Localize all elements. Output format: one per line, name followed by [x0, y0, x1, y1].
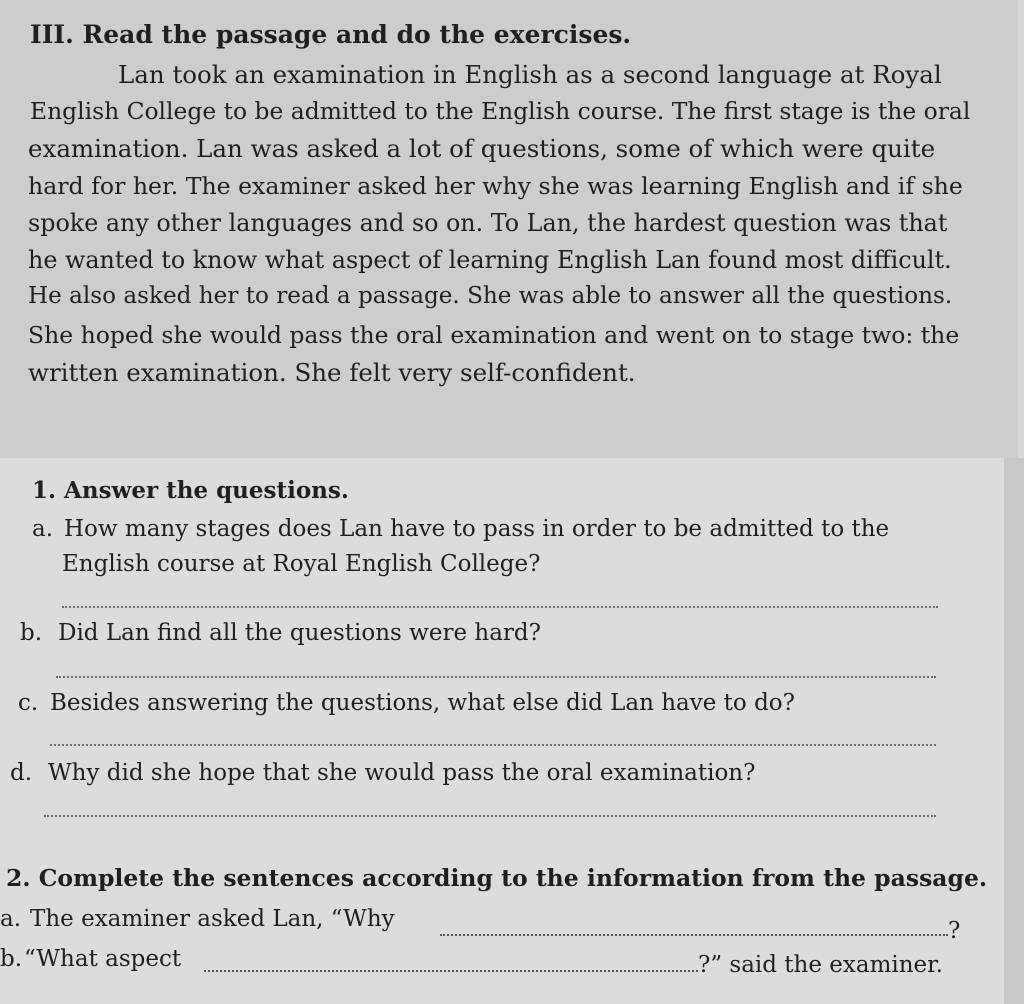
passage-line: She hoped she would pass the oral examination and went on to stage two: the [28, 321, 960, 349]
blank-a[interactable] [440, 934, 948, 936]
answer-line-d[interactable] [44, 815, 936, 817]
question-d-label: d. [10, 760, 33, 786]
question-d-text: Why did she hope that she would pass the oral examination? [48, 760, 756, 786]
passage-line: English College to be admitted to the English course. The first stage is the oral [30, 97, 971, 125]
question-a-text: How many stages does Lan have to pass in order to be admitted to the [64, 516, 890, 542]
sentence-a-label: a. [0, 906, 22, 932]
passage-line: hard for her. The examiner asked her why she was learning English and if she [28, 172, 963, 200]
question-b-text: Did Lan find all the questions were hard? [58, 620, 541, 646]
question-b-label: b. [20, 620, 43, 646]
answer-line-a[interactable] [62, 606, 938, 608]
passage-line: He also asked her to read a passage. She was able to answer all the questions. [28, 283, 953, 309]
blank-b[interactable] [204, 970, 698, 972]
sentence-b-label: b. [0, 946, 23, 972]
page-edge [1004, 458, 1024, 1004]
sentence-b-end: ?” said the examiner. [698, 952, 943, 978]
question-a-text-cont: English course at Royal English College? [62, 551, 541, 577]
question-a-label: a. [32, 516, 54, 542]
sentence-a-text: The examiner asked Lan, “Why [30, 906, 395, 932]
question-c-text: Besides answering the questions, what else did Lan have to do? [50, 690, 795, 716]
answer-line-b[interactable] [56, 676, 936, 678]
passage-line: Lan took an examination in English as a second language at Royal [118, 60, 942, 89]
passage-line: written examination. She felt very self-confident. [28, 358, 636, 387]
passage-line: he wanted to know what aspect of learning English Lan found most difficult. [28, 246, 952, 274]
sentence-b-text: “What aspect [24, 946, 182, 972]
section1-title: 1. Answer the questions. [32, 477, 349, 504]
passage-line: spoke any other languages and so on. To Lan, the hardest question was that [28, 209, 948, 237]
section2-title: 2. Complete the sentences according to the information from the passage. [6, 864, 988, 892]
answer-line-c[interactable] [50, 744, 936, 746]
exercise-heading: III. Read the passage and do the exercises. [30, 20, 632, 49]
passage-line: examination. Lan was asked a lot of questions, some of which were quite [28, 134, 936, 163]
sentence-a-end: ? [948, 918, 961, 944]
question-c-label: c. [18, 690, 39, 716]
